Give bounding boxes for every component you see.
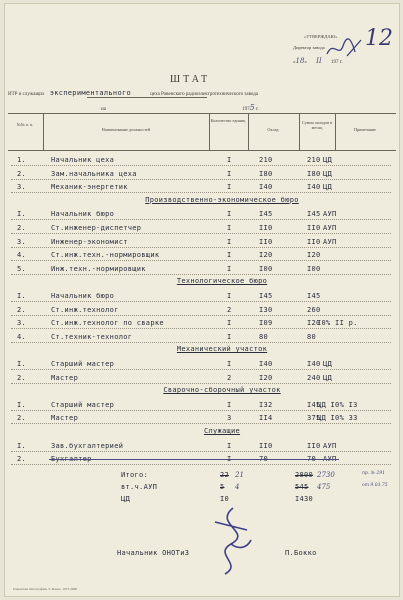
row-position: Старший мастер: [51, 400, 115, 409]
row-salary: II0: [259, 237, 273, 246]
row-rule: [11, 260, 391, 261]
row-position: Мастер: [51, 414, 79, 423]
row-rule: [11, 192, 391, 193]
row-position: Мастер: [51, 373, 79, 382]
row-number: 4.: [17, 251, 27, 260]
row-number: I.: [17, 210, 27, 219]
chief-signature: [203, 504, 263, 589]
document-page: [4, 3, 400, 597]
row-salary: II4: [259, 414, 273, 423]
row-total: I40: [307, 183, 321, 192]
row-total: 80: [307, 332, 317, 341]
row-total: II0: [307, 224, 321, 232]
row-position: Ст.инженер-диспетчер: [51, 224, 142, 232]
row-number: 3.: [17, 237, 27, 246]
row-position: Начальник цеха: [51, 156, 115, 164]
signatory-name: П.Бокко: [285, 549, 317, 557]
row-quantity: I: [227, 237, 232, 246]
row-position: Ст.инж.технолог по сварке: [51, 319, 164, 328]
row-salary: II0: [259, 224, 273, 232]
row-position: Механик-энергетик: [51, 183, 128, 192]
row-number: 2.: [17, 373, 27, 382]
row-note: ЦД: [323, 156, 333, 164]
section-heading: Сварочно-сборочный участок: [163, 386, 281, 395]
row-position: Инж.техн.-нормировщик: [51, 264, 146, 273]
row-quantity: I: [227, 441, 232, 450]
row-number: I.: [17, 441, 27, 450]
row-position: Инженер-экономист: [51, 237, 128, 246]
row-salary: I45: [259, 292, 273, 300]
row-salary: 210: [259, 156, 273, 164]
row-total: I20: [307, 319, 321, 328]
row-quantity: I: [227, 224, 232, 232]
totals-note: от 9.03.75: [362, 482, 388, 488]
row-note: АУП: [323, 455, 337, 464]
row-rule: [11, 247, 391, 248]
row-rule: [11, 464, 391, 465]
row-rule: [11, 179, 391, 180]
totals-quantity: 22: [220, 470, 230, 479]
row-note: АУП: [323, 441, 337, 450]
date-line: на 1975 г.: [101, 103, 259, 112]
row-number: 2.: [17, 305, 27, 314]
approval-heading: «УТВЕРЖДАЮ»: [304, 34, 338, 39]
row-position: Бухгалтер: [51, 455, 92, 464]
row-quantity: I: [227, 319, 232, 328]
row-position: Начальник бюро: [51, 292, 115, 300]
row-rule: [11, 301, 391, 302]
row-note: I0% II р.: [317, 319, 358, 328]
row-position: Ст.техник-технолог: [51, 332, 133, 341]
row-number: I.: [17, 292, 27, 300]
row-number: 2.: [17, 414, 27, 423]
row-number: 3.: [17, 183, 27, 192]
section-heading: Производственно-экономическое бюро: [145, 195, 299, 204]
row-total: II0: [307, 237, 321, 246]
table-top-rule: [8, 113, 396, 114]
col-divider: [335, 114, 336, 150]
approval-director-label: Директор завода: [293, 45, 325, 50]
row-quantity: I: [227, 169, 232, 178]
row-position: Старший мастер: [51, 360, 115, 368]
row-quantity: 2: [227, 373, 232, 382]
totals-sum-corrected: 475: [317, 482, 331, 491]
totals-quantity-corrected: 21: [235, 470, 244, 479]
row-salary: I45: [259, 210, 273, 219]
row-quantity: I: [227, 400, 232, 409]
row-quantity: I: [227, 251, 232, 260]
row-quantity: I: [227, 156, 232, 164]
totals-sum-corrected: 2730: [317, 470, 335, 479]
row-quantity: 3: [227, 414, 232, 423]
subtitle-underline: [87, 97, 207, 98]
row-quantity: I: [227, 183, 232, 192]
row-total: 375: [307, 414, 321, 423]
table-header-rule: [8, 150, 396, 151]
row-total: 210: [307, 156, 321, 164]
row-rule: [11, 328, 391, 329]
row-note: ЦД I0% 33: [317, 414, 358, 423]
totals-sum: I430: [295, 494, 314, 503]
row-total: II0: [307, 441, 321, 450]
row-salary: II0: [259, 441, 273, 450]
totals-sum: 545: [295, 482, 309, 491]
row-rule: [11, 165, 391, 166]
row-salary: I80: [259, 169, 273, 178]
totals-sum: 2800: [295, 470, 314, 479]
row-number: 2.: [17, 169, 27, 178]
row-total: I45: [307, 292, 321, 300]
row-quantity: I: [227, 455, 232, 464]
row-rule: [11, 315, 391, 316]
col-divider: [43, 114, 44, 150]
row-number: 2.: [17, 224, 27, 232]
section-heading: Служащие: [203, 427, 241, 435]
row-rule: [11, 233, 391, 234]
printer-mark: Ровенская типография, 3. Ровно, 1973 2000: [13, 587, 78, 591]
row-number: 5.: [17, 264, 27, 273]
totals-label: ЦД: [121, 494, 131, 503]
row-rule: [11, 369, 391, 370]
row-position: Начальник бюро: [51, 210, 115, 219]
col-header-salary: Оклад: [267, 127, 279, 132]
row-salary: 80: [259, 332, 269, 341]
row-note: ЦД I0% I3: [317, 400, 358, 409]
totals-quantity: 5: [220, 482, 225, 491]
row-salary: 70: [259, 455, 269, 464]
row-note: ЦД: [323, 360, 333, 368]
row-note: АУП: [323, 237, 337, 246]
handwritten-page-number: 12: [365, 26, 393, 51]
row-total: 240: [307, 373, 321, 382]
row-quantity: I: [227, 332, 232, 341]
row-note: ЦД: [323, 373, 333, 382]
row-number: 2.: [17, 455, 27, 464]
strikethrough-line: [49, 459, 339, 460]
totals-quantity: I0: [220, 494, 230, 503]
totals-quantity-corrected: 4: [235, 482, 240, 491]
document-title: ШТАТ: [170, 74, 211, 85]
row-salary: I40: [259, 183, 273, 192]
row-total: 260: [307, 305, 321, 314]
row-total: I80: [307, 169, 321, 178]
row-total: I45: [307, 400, 321, 409]
col-header-notes: Примечание: [353, 127, 377, 132]
row-quantity: I: [227, 264, 232, 273]
row-total: 70: [307, 455, 317, 464]
row-note: ЦД: [323, 183, 333, 192]
row-note: АУП: [323, 210, 337, 219]
col-divider: [248, 114, 249, 150]
section-heading: Технологическое бюро: [176, 277, 268, 286]
row-number: 3.: [17, 319, 27, 328]
row-position: Зав.бухгалтерией: [51, 441, 124, 450]
row-quantity: 2: [227, 305, 232, 314]
row-salary: I09: [259, 319, 273, 328]
row-note: ЦД: [323, 169, 333, 178]
row-total: I00: [307, 264, 321, 273]
row-rule: [11, 219, 391, 220]
row-rule: [11, 423, 391, 424]
signatory-title: Начальник ОНОТиЗ: [117, 549, 190, 557]
row-quantity: I: [227, 292, 232, 300]
col-header-quantity: Количество единиц: [210, 118, 246, 123]
subtitle-line: ИТР и служащих экспериментального цеха Ровенского радиоэлектротехнического завода: [8, 89, 259, 97]
row-salary: I00: [259, 264, 273, 273]
row-salary: I20: [259, 251, 273, 260]
row-salary: I30: [259, 305, 273, 314]
row-position: Зам.начальника цеха: [51, 169, 137, 178]
row-rule: [11, 274, 391, 275]
row-number: 1.: [17, 156, 27, 164]
row-rule: [11, 383, 391, 384]
row-rule: [11, 410, 391, 411]
totals-label: вт.ч.АУП: [121, 482, 158, 491]
row-total: I40: [307, 360, 321, 368]
row-salary: I20: [259, 373, 273, 382]
col-header-total: Сумма окладов в месяц: [301, 120, 333, 130]
totals-label: Итого:: [121, 470, 149, 479]
row-number: I.: [17, 400, 27, 409]
totals-note: пр. № 291: [362, 470, 385, 476]
approval-date: «18» II 197 г.: [293, 57, 343, 65]
row-total: I45: [307, 210, 321, 219]
col-header-number: №№ п. п.: [16, 122, 34, 127]
row-position: Ст.инж.технолог: [51, 305, 119, 314]
col-header-position: Наименование должностей: [101, 127, 151, 132]
row-quantity: I: [227, 360, 232, 368]
row-rule: [11, 342, 391, 343]
row-rule: [11, 451, 391, 452]
row-note: АУП: [323, 224, 337, 232]
section-heading: Механический участок: [176, 345, 268, 354]
row-salary: I40: [259, 360, 273, 368]
row-position: Ст.инж.техн.-нормировщик: [51, 251, 160, 260]
row-number: I.: [17, 360, 27, 368]
row-total: I20: [307, 251, 321, 260]
row-salary: I32: [259, 400, 273, 409]
row-quantity: I: [227, 210, 232, 219]
row-number: 4.: [17, 332, 27, 341]
